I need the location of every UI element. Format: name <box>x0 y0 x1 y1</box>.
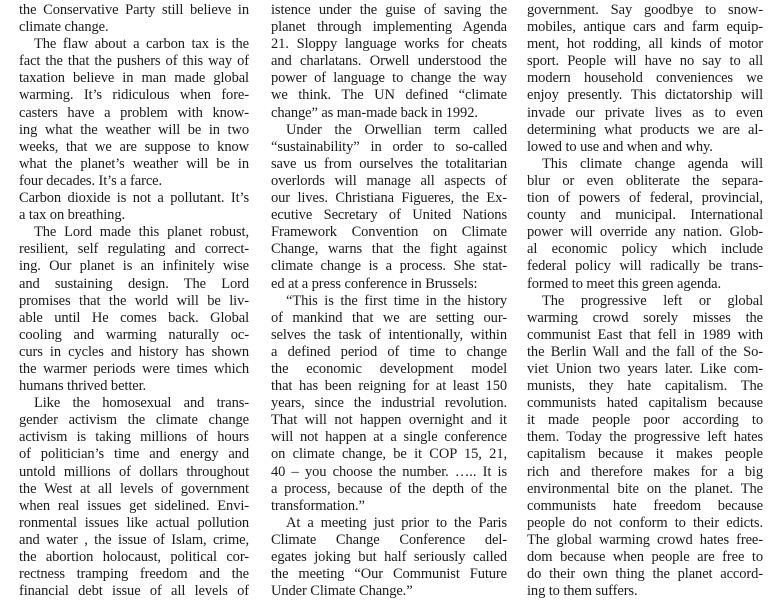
text-line: cooling and warming naturally oc- <box>19 326 249 343</box>
text-line: ing to them suffers. <box>527 583 638 600</box>
text-line: munists, they hate capitalism. The <box>527 378 763 395</box>
text-line: people do not conform to their edicts. <box>527 514 763 531</box>
text-line: a tax on breathing. <box>19 207 126 224</box>
text-line: ing. Our planet is an infinitely wise <box>19 258 249 275</box>
text-line: the warmer periods were times which <box>19 360 249 377</box>
text-line: the Berlin Wall and the fall of the So- <box>527 343 763 360</box>
text-line: of politician’s time and energy and <box>19 446 249 463</box>
text-line: modern household conveniences we <box>527 70 763 87</box>
text-line: invade our private lives as to even <box>527 104 763 121</box>
text-line: 21. Sloppy language works for cheats <box>271 36 507 53</box>
text-line: Framework Convention on Climate <box>271 224 507 241</box>
text-line: egates joking but half seriously called <box>271 549 507 565</box>
text-line: and water , the issue of Islam, crime, <box>19 531 249 548</box>
text-line: and sustaining design. The Lord <box>19 275 249 292</box>
text-line: will not happen at a single conference <box>271 429 507 446</box>
text-line: weeks, that we are suppose to know <box>19 138 249 155</box>
text-line: istence under the guise of saving the <box>271 2 507 18</box>
text-line: blur or even obliterate the separa- <box>527 172 763 189</box>
text-line: federal policy will radically be trans- <box>527 258 763 275</box>
text-line: the economic development model <box>271 360 507 377</box>
text-line: county and municipal. International <box>527 207 763 224</box>
text-line: rectness tramping freedom and the <box>19 566 249 583</box>
text-line: Climate Change Conference del- <box>271 531 507 548</box>
text-line: promises that the world will be liv- <box>19 292 249 309</box>
text-line: rich and therefore makes for a big <box>527 463 763 480</box>
text-line: viet Union two years later. Like com- <box>527 360 763 377</box>
text-line: climate change is a process. She stat- <box>271 258 507 275</box>
text-line: it made people poor according to <box>527 412 763 429</box>
text-line: climate change. <box>19 19 109 36</box>
text-line: a process, because of the depth of the <box>271 480 507 497</box>
text-line: mobiles, antique cars and farm equip- <box>527 19 763 36</box>
text-line: ed at a press conference in Brussels: <box>271 275 478 292</box>
text-line: ronmental issues like actual pollution <box>19 514 249 531</box>
text-line: At a meeting just prior to the Paris <box>286 514 507 531</box>
text-line: Under the Orwellian term called <box>286 121 507 138</box>
text-line: able until He comes back. Global <box>19 309 249 326</box>
text-line: resilient, self regulating and correct- <box>19 241 249 258</box>
text-line: Change, warns that the fight against <box>271 241 507 258</box>
text-line: ecutive Secretary of United Nations <box>271 207 507 224</box>
text-line: years, since the industrial revolution. <box>271 395 507 412</box>
text-line: on climate change, be it COP 15, 21, <box>271 446 507 463</box>
text-line: power of language to change the way <box>271 70 507 87</box>
text-line: activism is taking millions of hours <box>19 429 249 446</box>
text-line: formed to meet this green agenda. <box>527 275 721 292</box>
text-line: of mankind that we are setting our- <box>271 309 507 326</box>
text-line: communists hated capitalism because <box>527 395 763 412</box>
text-column-2 <box>271 2 507 600</box>
text-line: what the planet’s weather will be in <box>19 155 249 172</box>
text-line: gender activism the climate change <box>19 412 249 429</box>
text-line: al economic policy which include <box>527 241 763 258</box>
text-line: determining what products we are al- <box>527 121 763 138</box>
text-line: enjoy presently. This dictatorship will <box>527 87 763 104</box>
text-line: that has been reigning for at least 150 <box>271 378 507 395</box>
text-line: humans thrived better. <box>19 378 147 395</box>
text-line: power will override any nation. Glob- <box>527 224 763 241</box>
text-line: warming crowd sorely misses the <box>527 309 763 326</box>
text-line: “sustainability” in order to so-called <box>271 138 507 155</box>
text-line: dom because when people are free to <box>527 549 763 565</box>
text-line: “This is the first time in the history <box>286 292 507 309</box>
text-line: change” as man-made back in 1992. <box>271 104 478 121</box>
text-line: taxation believe in man made global <box>19 70 249 87</box>
text-line: The Lord made this planet robust, <box>34 224 249 241</box>
text-line: The flaw about a carbon tax is the <box>34 36 249 53</box>
text-line: untold millions of dollars throughout <box>19 463 249 480</box>
text-line: government. Say goodbye to snow- <box>527 2 763 18</box>
text-line: the West at all levels of government <box>19 480 249 497</box>
text-line: communist East that fell in 1989 with <box>527 326 763 343</box>
text-line: the abortion holocaust, political cor- <box>19 549 249 565</box>
text-line: Under Climate Change.” <box>271 583 413 600</box>
text-line: The global warming crowd hates free- <box>527 531 763 548</box>
text-column-1 <box>19 2 249 600</box>
text-line: we think. The UN defined “climate <box>271 87 507 104</box>
text-line: capitalism because it makes people <box>527 446 763 463</box>
text-line: and charlatans. Orwell understood the <box>271 53 507 70</box>
text-line: selves the task of intentionally, within <box>271 326 507 343</box>
text-line: the meeting “Our Communist Future <box>271 566 507 583</box>
text-line: The progressive left or global <box>542 292 763 309</box>
text-line: planet through implementing Agenda <box>271 19 507 36</box>
text-line: This climate change agenda will <box>542 155 763 172</box>
text-line: when real issues get sidelined. Envi- <box>19 497 249 514</box>
text-line: warming. It’s ridiculous when fore- <box>19 87 249 104</box>
text-line: our lives. Christiana Figueres, the Ex- <box>271 190 507 207</box>
text-line: communists hate freedom because <box>527 497 763 514</box>
text-line: 40 – you choose the number. ….. It is <box>271 463 507 480</box>
text-line: Like the homosexual and trans- <box>34 395 249 412</box>
text-column-3 <box>527 2 763 600</box>
text-line: That will not happen overnight and it <box>271 412 507 429</box>
text-line: lowed to use and when and why. <box>527 138 713 155</box>
text-line: save us from ourselves the totalitarian <box>271 155 507 172</box>
text-line: tion of powers of federal, provincial, <box>527 190 763 207</box>
text-line: casters have a problem with know- <box>19 104 249 121</box>
text-line: fact the that the pushers of this way of <box>19 53 249 70</box>
text-line: environmental bite on the planet. The <box>527 480 763 497</box>
text-line: do their own thing the planet accord- <box>527 566 763 583</box>
text-line: transformation.” <box>271 497 365 514</box>
text-line: curs in cycles and history has shown <box>19 343 249 360</box>
text-line: ment, hot rodding, all kinds of motor <box>527 36 763 53</box>
text-line: Carbon dioxide is not a pollutant. It’s <box>19 190 249 207</box>
text-line: four decades. It’s a farce. <box>19 172 163 189</box>
text-line: ing what the weather will be in two <box>19 121 249 138</box>
text-line: them. Today the progressive left hates <box>527 429 763 446</box>
text-line: overlords will manage all aspects of <box>271 172 507 189</box>
text-line: the Conservative Party still believe in <box>19 2 249 18</box>
text-line: financial debt issue of all levels of <box>19 583 249 600</box>
text-line: a defined period of time to change <box>271 343 507 360</box>
text-line: sport. People will have no say to all <box>527 53 763 70</box>
